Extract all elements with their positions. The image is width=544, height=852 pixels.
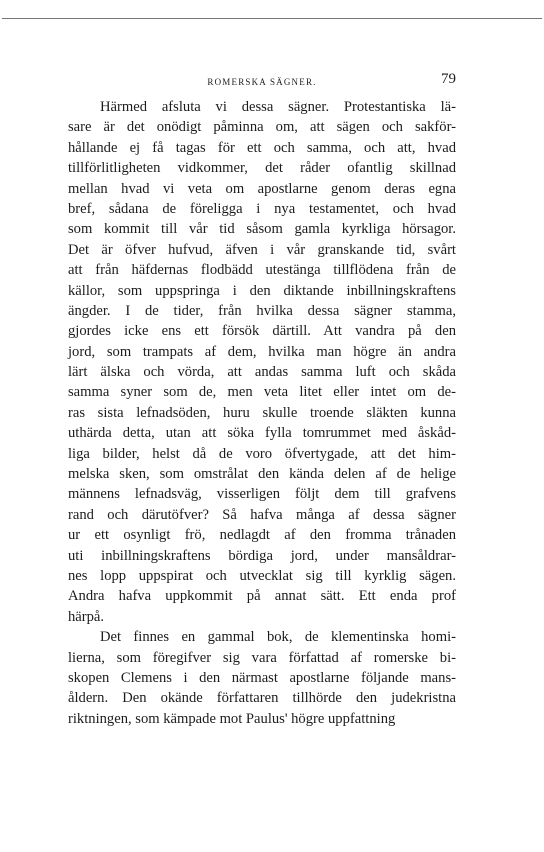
text-line: härpå. [68,608,105,625]
text-line: Det finnes en gammal bok, de klementinska homi- [100,629,456,646]
text-line: skopen Clemens i den närmast apostlarne följande mans- [68,669,456,686]
page-top-rule [2,18,542,19]
text-line: Härmed afsluta vi dessa sägner. Protestantiska lä- [100,99,456,115]
text-line: tillförlitligheten vidkommer, det råder ofantlig skillnad [68,160,456,177]
text-line: melska sken, som omstrålat den kända delen af de helige [68,466,456,483]
text-line: källor, som uppspringa i den diktande inbillningskraftens [68,282,456,299]
page-header [68,70,456,92]
text-line: Det är öfver hufvud, äfven i vår granskande tid, svårt [68,241,456,258]
running-title: ROMERSKA SÄGNER. [207,77,317,87]
text-line: uthärda detta, utan att söka fylla tomrummet med åskåd- [68,425,456,442]
text-line: uti inbillningskraftens bördiga jord, under mansåldrar- [68,547,456,564]
text-line: samma syner som de, men veta litet eller intet om de- [68,384,456,401]
text-line: hållande ej få tagas för ett och samma, och att, hvad [68,139,456,156]
text-line: jord, som trampats af dem, hvilka man högre än andra [68,343,456,360]
text-line: liga bilder, helst då de voro öfvertygade, att det him- [68,445,456,462]
page-number: 79 [441,71,456,87]
text-line: ras sista lefnadsöden, huru skulle troende släkten kunna [68,404,456,421]
text-line: åldern. Den okände författaren tillhörde den judekristna [68,690,456,707]
text-line: ängder. I de tider, från hvilka dessa sägner stamma, [68,302,456,319]
text-line: rand och därutöfver? Så hafva många af dessa sägner [68,506,456,523]
text-line: att från häfdernas flodbädd utestänga tillflödena från de [68,262,456,279]
paragraph [68,627,456,729]
body-text [68,97,456,729]
paragraph [68,97,456,627]
text-line: männens lefnadsväg, visserligen följt dem till grafvens [68,486,456,503]
text-line: lärt älska och vörda, att andas samma luft och skåda [68,364,456,381]
text-line: lierna, som föregifver sig vara författad af romerske bi- [68,649,456,666]
text-line: riktningen, som kämpade mot Paulus' högre uppfattning [68,710,396,727]
text-line: sare är det onödigt påminna om, att sägen och sakför- [68,119,456,136]
text-line: Andra hafva uppkommit på annat sätt. Ett enda prof [68,588,456,605]
text-line: som kommit till vår tid såsom gamla kyrkliga hörsagor. [68,221,456,238]
text-line: mellan hvad vi veta om apostlarne genom deras egna [68,180,456,197]
text-line: nes lopp uppspirat och utvecklat sig till kyrklig sägen. [68,567,456,584]
text-line: gjordes icke ens ett försök därtill. Att vandra på den [68,323,456,340]
text-line: ur ett osynligt frö, nedlagdt af den fromma trånaden [68,527,456,544]
text-line: bref, sådana de föreligga i nya testamentet, och hvad [68,200,456,217]
